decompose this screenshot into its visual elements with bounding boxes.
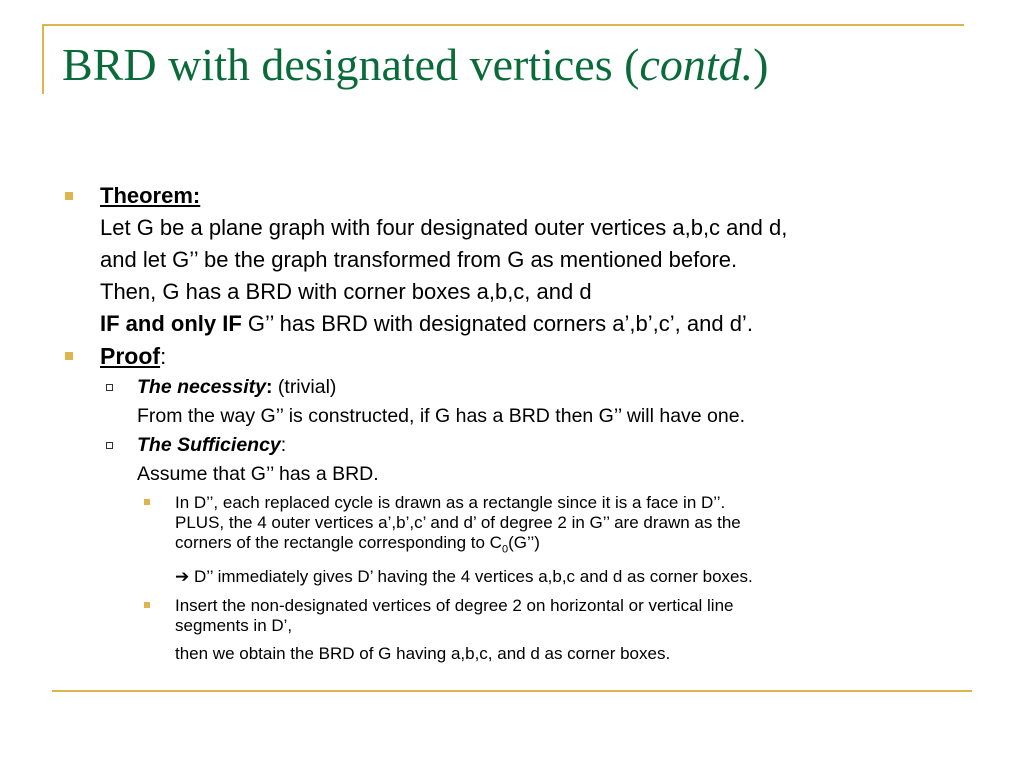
theorem-heading-text: Theorem: [100, 183, 201, 208]
square-bullet-icon [144, 499, 150, 505]
slide-body [60, 180, 1000, 665]
top-rule [42, 24, 964, 26]
theorem-line-2: and let G’’ be the graph transformed from G as mentioned before. [100, 247, 738, 272]
sufficiency-point-1 [60, 493, 1000, 588]
left-rule [42, 24, 44, 94]
necessity-label [137, 376, 336, 398]
sufficiency-label [137, 434, 286, 456]
theorem-line-3: Then, G has a BRD with corner boxes a,b,c, and d [100, 279, 592, 304]
square-bullet-icon [65, 352, 73, 360]
theorem-line-4 [100, 308, 1000, 340]
theorem-item [60, 180, 1000, 340]
square-bullet-icon [144, 602, 150, 608]
point1-line-3 [175, 533, 1000, 559]
arrow-right-icon: ➔ [175, 567, 190, 587]
slide-title [62, 38, 768, 91]
point1-line-3-end: (G’’) [508, 533, 540, 552]
necessity-note: (trivial) [272, 376, 337, 398]
theorem-heading [100, 180, 1000, 212]
subscript-zero: 0 [501, 543, 509, 556]
iff-text: IF and only IF [100, 311, 242, 336]
proof-heading [100, 340, 1000, 373]
proof-item [60, 340, 1000, 373]
point2-line-2: segments in D’, [175, 616, 293, 636]
sufficiency-point-2 [60, 596, 1000, 665]
necessity-text: From the way G’’ is constructed, if G has a BRD then G’’ will have one. [137, 405, 746, 427]
sufficiency-text: Assume that G’’ has a BRD. [137, 463, 379, 485]
title-italic: contd. [639, 39, 754, 90]
point1-line-1: In D’’, each replaced cycle is drawn as a rectangle since it is a face in D’’. [175, 493, 726, 512]
hollow-square-bullet-icon [106, 384, 113, 391]
implication-text: D’’ immediately gives D’ having the 4 vertices a,b,c and d as corner boxes. [189, 567, 753, 587]
sufficiency-item [60, 431, 1000, 489]
square-bullet-icon [65, 192, 73, 200]
theorem-line-1: Let G be a plane graph with four designated outer vertices a,b,c and d, [100, 215, 788, 240]
point1-implication [175, 566, 1000, 588]
hollow-square-bullet-icon [106, 442, 113, 449]
point1-line-2: PLUS, the 4 outer vertices a’,b’,c’ and d’ of degree 2 in G’’ are drawn as the [175, 513, 741, 532]
necessity-colon: : [265, 376, 273, 398]
point1-line-3-text: corners of the rectangle corresponding to C [175, 533, 502, 552]
bottom-rule [52, 690, 972, 692]
theorem-line-4-rest: G’’ has BRD with designated corners a’,b’,c’, and d’. [241, 311, 753, 336]
proof-colon: : [160, 344, 167, 369]
point2-line-3: then we obtain the BRD of G having a,b,c, and d as corner boxes. [175, 644, 671, 664]
sufficiency-label-text: The Sufficiency [137, 434, 281, 456]
title-close: ) [753, 39, 769, 90]
necessity-item [60, 373, 1000, 431]
sufficiency-colon: : [280, 434, 287, 456]
proof-heading-text: Proof [100, 343, 161, 369]
necessity-label-text: The necessity [137, 376, 266, 398]
title-main: BRD with designated vertices ( [62, 39, 640, 90]
point2-line-1: Insert the non-designated vertices of degree 2 on horizontal or vertical line [175, 596, 734, 616]
